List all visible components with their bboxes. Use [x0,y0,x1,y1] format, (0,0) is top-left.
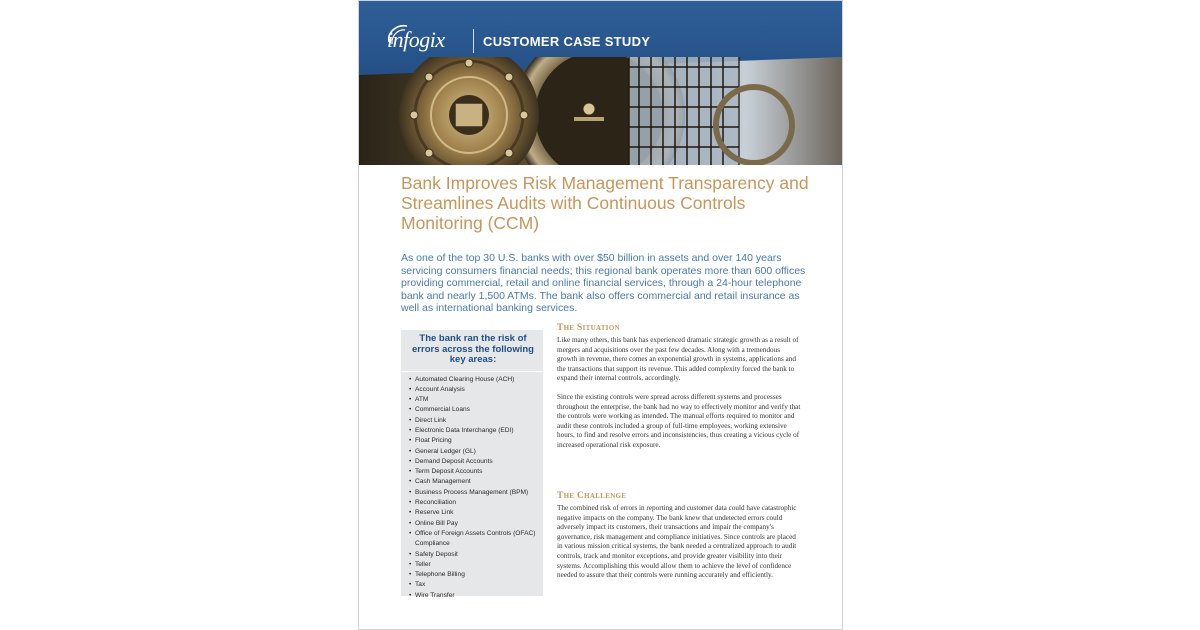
challenge-heading: The Challenge [557,491,627,501]
list-item: • Safety Deposit [409,550,543,560]
list-item: • Electronic Data Interchange (EDI) [409,426,543,436]
challenge-paragraph-1: The combined risk of errors in reporting and customer data could have catastrophic negative impacts on the company. The bank knew that undetected errors could adversely impact its customers, their transactions and impair the company's governance, risk management and compliance initiatives. Since controls are placed in various mission critical systems, the bank needed a centralized approach to audit controls, track and monitor exceptions, and provide greater visibility into their systems. Accomplishing this would allow them to achieve the level of confidence needed to assure that their controls were running accurately and efficiently. [557,504,797,580]
list-item: • ATM [409,395,543,405]
list-item: • Automated Clearing House (ACH) [409,375,543,385]
list-item: • Term Deposit Accounts [409,467,543,477]
document-title: Bank Improves Risk Management Transparency and Streamlines Audits with Continuous Controls Monitoring (CCM) [401,173,809,233]
list-item: • Reserve Link [409,508,543,518]
logo-text: infogix [387,27,445,52]
list-item: • Telephone Billing [409,570,543,580]
challenge-section [557,491,802,590]
list-item: • Office of Foreign Assets Controls (OFAC) Compliance [409,529,543,550]
risk-areas-list [401,375,543,602]
infogix-logo [387,27,445,53]
list-item: • Online Bill Pay [409,519,543,529]
list-item: • Demand Deposit Accounts [409,457,543,467]
list-item: • Wire Transfer [409,591,543,601]
vault-door-image [359,57,842,165]
risk-areas-sidebar [401,330,543,599]
list-item: • Business Process Management (BPM) [409,488,543,498]
situation-paragraph-2: Since the existing controls were spread across different systems and processes throughout the enterprise, the bank had no way to effectively monitor and verify that the controls were working as intended. The manual efforts required to monitor and audit these controls included a group of full-time employees, working extensive hours, to find and resolve errors and inconsistencies, thus creating a vicious cycle of increased operational risk exposure. [557,392,801,449]
sidebar-title: The bank ran the risk of errors across the following key areas: [412,333,534,365]
list-item: • Cash Management [409,477,543,487]
header-divider [473,29,474,53]
list-item: • Float Pricing [409,436,543,446]
sidebar-divider [401,371,543,372]
list-item: • Reconciliation [409,498,543,508]
situation-heading: The Situation [557,323,620,333]
list-item: • Teller [409,560,543,570]
list-item: • Commercial Loans [409,405,543,415]
intro-paragraph: As one of the top 30 U.S. banks with over $50 billion in assets and over 140 years servicing consumers financial needs; this regional bank operates more than 600 offices providing commercial, retail and online financial services, through a 24-hour telephone bank and nearly 1,500 ATMs. The bank also offers commercial and retail insurance as well as international banking services. [401,252,806,315]
list-item: • Tax [409,580,543,590]
case-study-page [358,0,843,630]
logo-swirl-icon [383,20,413,50]
header-label: CUSTOMER CASE STUDY [483,34,651,49]
situation-paragraph-1: Like many others, this bank has experienced dramatic strategic growth as a result of mergers and acquisitions over the past few decades. Along with a tremendous growth in revenue, there comes an exponential growth in systems, applications and the transactions that support its revenue. This added complexity forced the bank to expand their internal controls, accordingly. [557,336,799,383]
list-item: • Direct Link [409,416,543,426]
list-item: • General Ledger (GL) [409,447,543,457]
list-item: • Account Analysis [409,385,543,395]
situation-section [557,323,802,460]
